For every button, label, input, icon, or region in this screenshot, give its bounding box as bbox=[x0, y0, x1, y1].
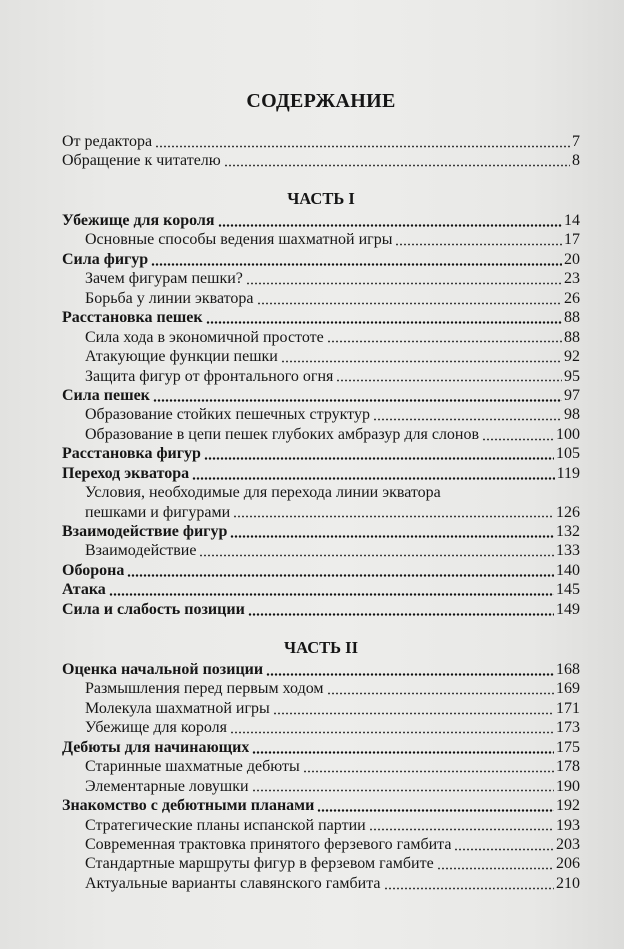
page-number: 17 bbox=[564, 231, 580, 249]
dot-leader bbox=[252, 777, 554, 796]
page-number: 193 bbox=[556, 816, 580, 834]
page-number: 133 bbox=[556, 542, 580, 560]
page-number: 210 bbox=[556, 874, 580, 892]
page-title: СОДЕРЖАНИЕ bbox=[246, 90, 396, 112]
part-heading: ЧАСТЬ II bbox=[283, 638, 358, 657]
dot-leader bbox=[369, 816, 554, 835]
toc-entry-title: Обращение к читателю bbox=[62, 152, 221, 170]
toc-section-title: Зачем фигурам пешки? bbox=[85, 270, 243, 288]
toc-section bbox=[62, 835, 580, 854]
page-number: 168 bbox=[556, 661, 580, 678]
page-number: 97 bbox=[564, 386, 580, 404]
toc-chapter bbox=[62, 796, 580, 815]
toc-chapter-title: Сила пешек bbox=[62, 386, 150, 404]
page-number: 7 bbox=[572, 133, 580, 150]
toc-chapter-title: Убежище для короля bbox=[62, 212, 215, 229]
toc-chapter bbox=[62, 250, 580, 269]
toc-section bbox=[62, 230, 580, 249]
page-number: 126 bbox=[556, 503, 580, 521]
page-number: 192 bbox=[556, 797, 580, 815]
page-number: 88 bbox=[564, 328, 580, 346]
dot-leader bbox=[230, 718, 554, 737]
dot-leader bbox=[218, 211, 562, 230]
dot-leader bbox=[246, 269, 562, 288]
front-matter-list bbox=[62, 132, 580, 171]
dot-leader bbox=[454, 835, 554, 854]
toc-chapter-title: Расстановка фигур bbox=[62, 445, 201, 463]
dot-leader bbox=[248, 600, 554, 619]
toc-section bbox=[62, 328, 580, 347]
toc-chapter bbox=[62, 738, 580, 757]
dot-leader bbox=[199, 541, 554, 560]
page-number: 119 bbox=[556, 464, 580, 482]
page-number: 26 bbox=[564, 289, 580, 307]
dot-leader bbox=[395, 230, 562, 249]
toc-section-cont bbox=[62, 503, 580, 522]
toc-section-title: Взаимодействие bbox=[85, 542, 197, 560]
toc-section-title: Элементарные ловушки bbox=[85, 777, 249, 795]
toc-section-title: Образование в цепи пешек глубоких амбразур для слонов bbox=[85, 425, 480, 443]
dot-leader bbox=[384, 874, 555, 893]
toc-chapter bbox=[62, 660, 580, 679]
toc-chapter-title: Оборона bbox=[62, 561, 125, 579]
toc-chapter bbox=[62, 386, 580, 405]
toc-chapter-title: Взаимодействие фигур bbox=[62, 523, 228, 540]
page-number: 92 bbox=[564, 348, 580, 366]
toc-section bbox=[62, 289, 580, 308]
page-number: 95 bbox=[564, 367, 580, 385]
toc-section bbox=[62, 541, 580, 560]
toc-section bbox=[62, 425, 580, 444]
toc-section bbox=[62, 269, 580, 288]
toc-section-title: Старинные шахматные дебюты bbox=[85, 758, 300, 776]
dot-leader bbox=[206, 308, 562, 327]
toc-chapter-title: Знакомство с дебютными планами bbox=[62, 797, 315, 815]
dot-leader bbox=[273, 699, 554, 718]
toc-section bbox=[62, 699, 580, 718]
dot-leader bbox=[230, 522, 554, 541]
toc-section bbox=[62, 718, 580, 737]
toc-chapter bbox=[62, 211, 580, 230]
toc-section-title: Актуальные варианты славянского гамбита bbox=[85, 874, 381, 892]
toc-chapter bbox=[62, 522, 580, 541]
page-number: 132 bbox=[556, 523, 580, 540]
dot-leader bbox=[192, 464, 554, 483]
toc-section bbox=[62, 816, 580, 835]
dot-leader bbox=[281, 347, 562, 366]
toc-section-title: Защита фигур от фронтального огня bbox=[85, 367, 334, 385]
page-number: 173 bbox=[556, 719, 580, 737]
page-number: 23 bbox=[564, 270, 580, 288]
page-number: 105 bbox=[556, 445, 580, 463]
toc-section bbox=[62, 874, 580, 893]
toc-chapter-title: Оценка начальной позиции bbox=[62, 661, 264, 678]
page-number: 98 bbox=[564, 406, 580, 424]
dot-leader bbox=[127, 561, 554, 580]
toc-section bbox=[62, 777, 580, 796]
page-number: 206 bbox=[556, 855, 580, 873]
toc-chapter bbox=[62, 308, 580, 327]
page-number: 8 bbox=[572, 152, 580, 170]
toc-section bbox=[62, 757, 580, 776]
toc-section-cont-title: пешками и фигурами bbox=[85, 503, 231, 521]
dot-leader bbox=[233, 503, 554, 522]
toc-section-title: Атакующие функции пешки bbox=[85, 348, 278, 366]
page-number: 171 bbox=[556, 699, 580, 717]
dot-leader bbox=[151, 250, 562, 269]
dot-leader bbox=[204, 444, 554, 463]
page-number: 169 bbox=[556, 680, 580, 698]
toc-section-title: Молекула шахматной игры bbox=[85, 699, 270, 717]
toc-section bbox=[62, 854, 580, 873]
toc-chapter bbox=[62, 464, 580, 483]
dot-leader bbox=[224, 151, 570, 170]
page-number: 88 bbox=[564, 309, 580, 327]
toc-chapter bbox=[62, 600, 580, 619]
dot-leader bbox=[252, 738, 554, 757]
page-number: 100 bbox=[556, 425, 580, 443]
toc-section bbox=[62, 679, 580, 698]
page-number: 140 bbox=[556, 561, 580, 579]
part-entries-list bbox=[62, 660, 580, 893]
page-number: 203 bbox=[556, 835, 580, 853]
toc-section bbox=[62, 367, 580, 386]
page-number: 190 bbox=[556, 777, 580, 795]
toc-chapter-title: Атака bbox=[62, 581, 106, 599]
toc-chapter-title: Сила и слабость позиции bbox=[62, 600, 245, 618]
toc-section-title: Борьба у линии экватора bbox=[85, 289, 254, 307]
dot-leader bbox=[336, 367, 562, 386]
toc-chapter-title: Дебюты для начинающих bbox=[62, 738, 250, 756]
toc-entry bbox=[62, 151, 580, 170]
dot-leader bbox=[155, 132, 570, 151]
toc-chapter bbox=[62, 561, 580, 580]
toc-section-title: Современная трактовка принятого ферзевого гамбита bbox=[85, 835, 452, 853]
toc-chapter-title: Переход экватора bbox=[62, 464, 190, 482]
toc-section bbox=[62, 483, 580, 502]
page-number: 14 bbox=[564, 212, 580, 229]
page-number: 175 bbox=[556, 738, 580, 756]
dot-leader bbox=[257, 289, 562, 308]
dot-leader bbox=[327, 328, 562, 347]
page-number: 20 bbox=[564, 250, 580, 268]
dot-leader bbox=[327, 679, 554, 698]
toc-section bbox=[62, 405, 580, 424]
toc-entry-title: От редактора bbox=[62, 133, 153, 150]
toc-section-title: Размышления перед первым ходом bbox=[85, 680, 324, 698]
dot-leader bbox=[303, 757, 554, 776]
toc-chapter-title: Расстановка пешек bbox=[62, 309, 203, 327]
dot-leader bbox=[437, 854, 554, 873]
toc-chapter bbox=[62, 580, 580, 599]
toc-chapter bbox=[62, 444, 580, 463]
part-entries-list bbox=[62, 211, 580, 619]
toc-section bbox=[62, 347, 580, 366]
toc-chapter-title: Сила фигур bbox=[62, 250, 149, 268]
part-heading: ЧАСТЬ I bbox=[287, 189, 355, 208]
toc-section-title: Условия, необходимые для перехода линии экватора bbox=[85, 484, 441, 502]
dot-leader bbox=[109, 580, 554, 599]
dot-leader bbox=[266, 660, 554, 679]
page-number: 145 bbox=[556, 581, 580, 599]
toc-section-title: Сила хода в экономичной простоте bbox=[85, 328, 324, 346]
dot-leader bbox=[373, 405, 562, 424]
toc-section-title: Основные способы ведения шахматной игры bbox=[85, 231, 393, 249]
toc-section-title: Стандартные маршруты фигур в ферзевом гамбите bbox=[85, 855, 434, 873]
toc-entry bbox=[62, 132, 580, 151]
toc-section-title: Убежище для короля bbox=[85, 719, 227, 737]
dot-leader bbox=[153, 386, 562, 405]
dot-leader bbox=[317, 796, 554, 815]
page-number: 178 bbox=[556, 758, 580, 776]
toc-section-title: Стратегические планы испанской партии bbox=[85, 816, 366, 834]
toc-section-title: Образование стойких пешечных структур bbox=[85, 406, 370, 424]
dot-leader bbox=[482, 425, 554, 444]
page-number: 149 bbox=[556, 600, 580, 618]
